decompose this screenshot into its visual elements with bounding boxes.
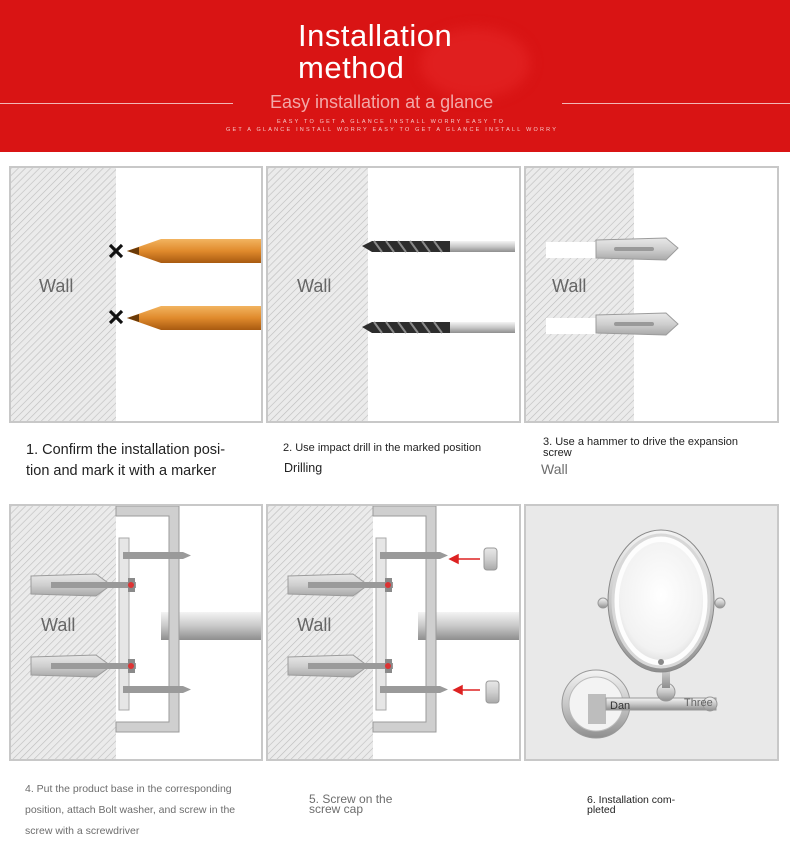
- mirror-label-right: Three: [684, 697, 713, 709]
- step-1-caption-line-1: 1. Confirm the installation posi-: [26, 442, 226, 458]
- page-subtitle: Easy installation at a glance: [270, 92, 494, 112]
- step-1-caption-line-2: tion and mark it with a marker: [26, 463, 217, 479]
- step-1-illustration: [9, 166, 263, 423]
- drilled-hole: [546, 242, 598, 258]
- title-line-1: Installation: [298, 18, 453, 53]
- step-3-caption-line-1: 3. Use a hammer to drive the expansion: [543, 436, 739, 448]
- drill-bit-icon: [362, 241, 515, 252]
- wall-label: Wall: [297, 615, 332, 635]
- wall-label: Wall: [297, 276, 332, 296]
- step-4-illustration: [9, 504, 263, 761]
- step-1-caption: [26, 440, 225, 482]
- drilled-hole: [546, 318, 598, 334]
- step-2-caption: 2. Use impact drill in the marked position: [283, 442, 482, 454]
- expansion-plug-icon: [596, 313, 678, 335]
- step-6-caption: [587, 795, 675, 815]
- step-5-caption-line-1: 5. Screw on the: [309, 792, 393, 806]
- title-line-2: method: [298, 50, 405, 85]
- step-2-illustration: [266, 166, 521, 423]
- pencil-icon: [127, 306, 261, 330]
- drill-bit-icon: [362, 322, 515, 333]
- divider-right: [562, 103, 790, 104]
- mirror-label-left: Dan: [610, 700, 631, 712]
- mounting-bracket: [116, 506, 179, 732]
- mounting-bracket: [373, 506, 436, 732]
- step-4-caption-line-1: 4. Put the product base in the corresponding: [25, 783, 232, 795]
- step-6-illustration: [524, 504, 779, 761]
- small-tagline-1: EASY TO GET A GLANCE INSTALL WORRY EASY TO: [277, 119, 506, 125]
- step-3-caption-line-2: screw: [543, 447, 572, 459]
- step-4-caption-line-3: screw with a screwdriver: [25, 825, 140, 837]
- small-tagline-2: GET A GLANCE INSTALL WORRY EASY TO GET A GLANCE INSTALL WORRY: [226, 127, 559, 133]
- step-3-illustration: [524, 166, 779, 423]
- wall-label: Wall: [41, 615, 76, 635]
- step-5-caption: [309, 794, 392, 814]
- header-banner: [0, 0, 790, 152]
- wall-label: Wall: [39, 276, 74, 296]
- wall-label: Wall: [552, 276, 587, 296]
- page-title: [298, 20, 452, 84]
- step-6-caption-line-1: 6. Installation com-: [587, 794, 676, 806]
- step-4-caption-line-2: position, attach Bolt washer, and screw in the: [25, 804, 236, 816]
- step-5-illustration: [266, 504, 521, 761]
- step-6-caption-line-2: pleted: [587, 804, 616, 816]
- expansion-plug-icon: [596, 238, 678, 260]
- step-2-caption-line-2: Drilling: [284, 461, 323, 475]
- step-4-caption: [25, 779, 235, 842]
- step-5-caption-line-2: screw cap: [309, 802, 364, 816]
- step-3-caption-line-3: Wall: [541, 461, 568, 477]
- divider-left: [0, 103, 233, 104]
- pencil-icon: [127, 239, 261, 263]
- step-3-caption: [543, 437, 738, 459]
